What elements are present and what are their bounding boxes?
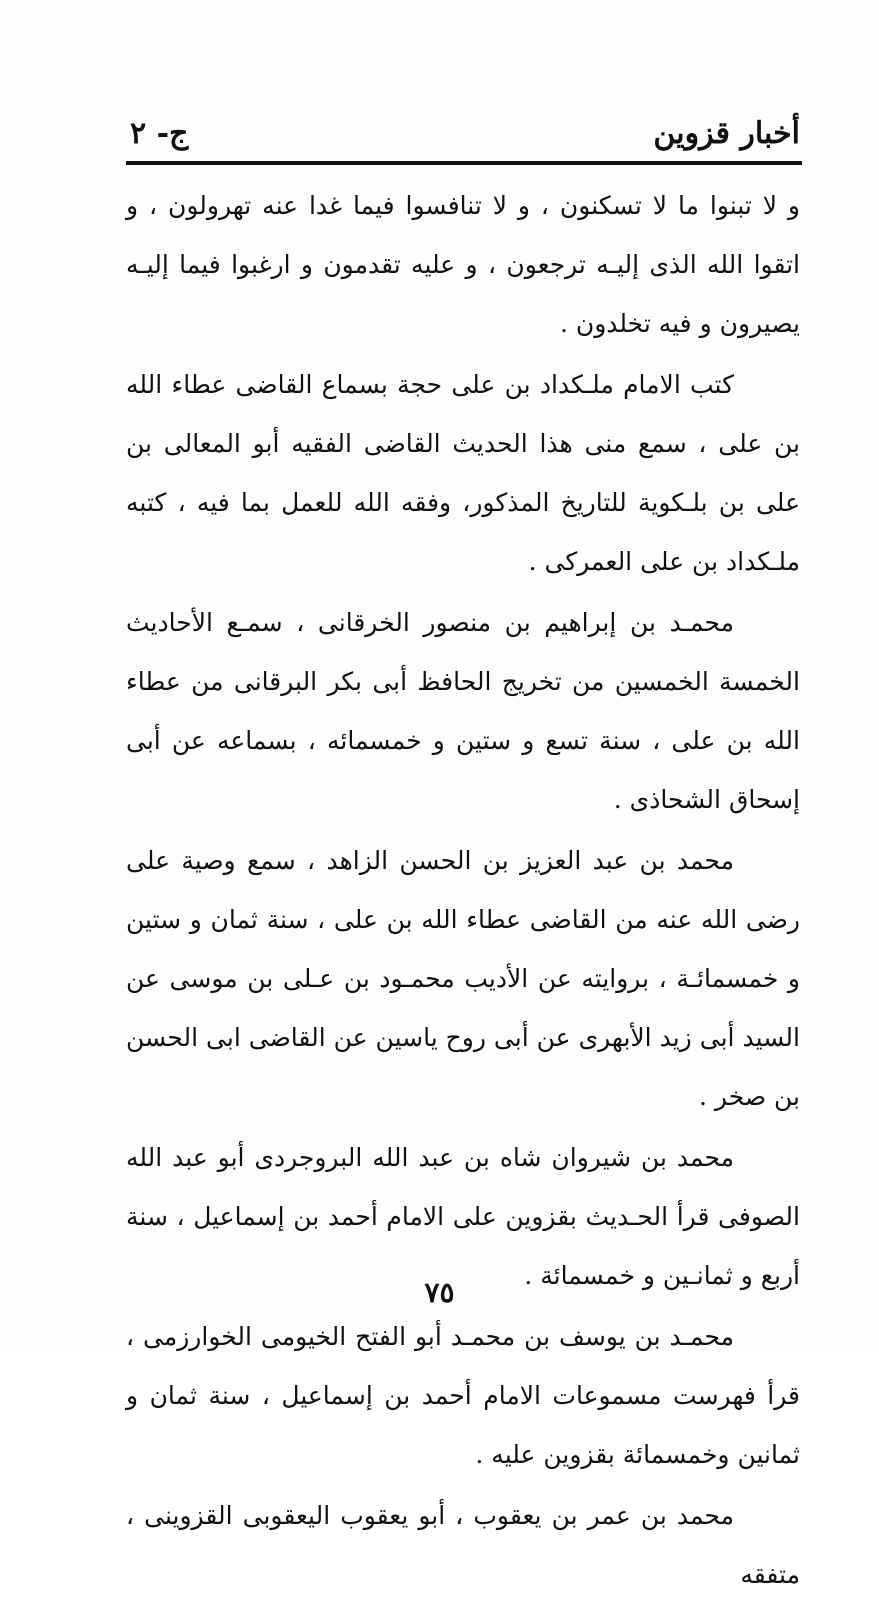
paragraph-entry: محمـد بن يوسف بن محمـد أبو الفتح الخيومى الخوارزمى ، قرأ فهرست مسموعات الامام أحمد بن إسماعيل ، سنة ثمان و ثمانين وخمسمائة بقزوين عليه . (126, 1322, 800, 1469)
paragraph-entry: محمـد بن إبراهيم بن منصور الخرقانى ، سمـع الأحاديث الخمسة الخمسين من تخريج الحافظ أبى بكر البرقانى من عطاء الله بن على ، سنة تسع و ستين و خمسمائه ، بسماعه عن أبى إسحاق الشحاذى . (126, 608, 800, 814)
header-rule (126, 161, 802, 165)
paragraph-entry: محمد بن عبد العزيز بن الحسن الزاهد ، سمع وصية على رضى الله عنه من القاضى عطاء الله بن على ، سنة ثمان و ستين و خمسمائـة ، بروايته عن الأديب محمـود بن عـلى بن موسى عن السيد أبى زيد الأبهرى عن أبى روح ياسين عن القاضى ابى الحسن بن صخر . (126, 846, 800, 1111)
paragraph-entry: محمد بن شيروان شاه بن عبد الله البروجردى أبو عبد الله الصوفى قرأ الحـديث بقزوين على الامام أحمد بن إسماعيل ، سنة أربع و ثمانـين و خمسمائة . (126, 1143, 800, 1290)
paragraph-continuation: و لا تبنوا ما لا تسكنون ، و لا تنافسوا فيما غدا عنه تهرولون ، و اتقوا الله الذى إليـه ترجعون ، و عليه تقدمون و ارغبوا فيما إليـه يصيرون و فيه تخلدون . (126, 191, 800, 338)
page-body (126, 176, 800, 1606)
book-title: أخبار قزوين (653, 116, 800, 151)
running-header (130, 108, 800, 156)
paragraph-entry: محمد بن عمر بن يعقوب ، أبو يعقوب اليعقوبى القزوينى ، متفقه (126, 1501, 800, 1589)
page-number: ٧٥ (424, 1276, 455, 1309)
volume-number: ج- ٢ (130, 116, 189, 151)
paragraph-entry: كتب الامام ملـكداد بن على حجة بسماع القاضى عطاء الله بن على ، سمع منى هذا الحديث القاضى الفقيه أبو المعالى بن على بن بلـكوية للتاريخ المذكور، وفقه الله للعمل بما فيه ، كتبه ملـكداد بن على العمركى . (126, 370, 800, 576)
